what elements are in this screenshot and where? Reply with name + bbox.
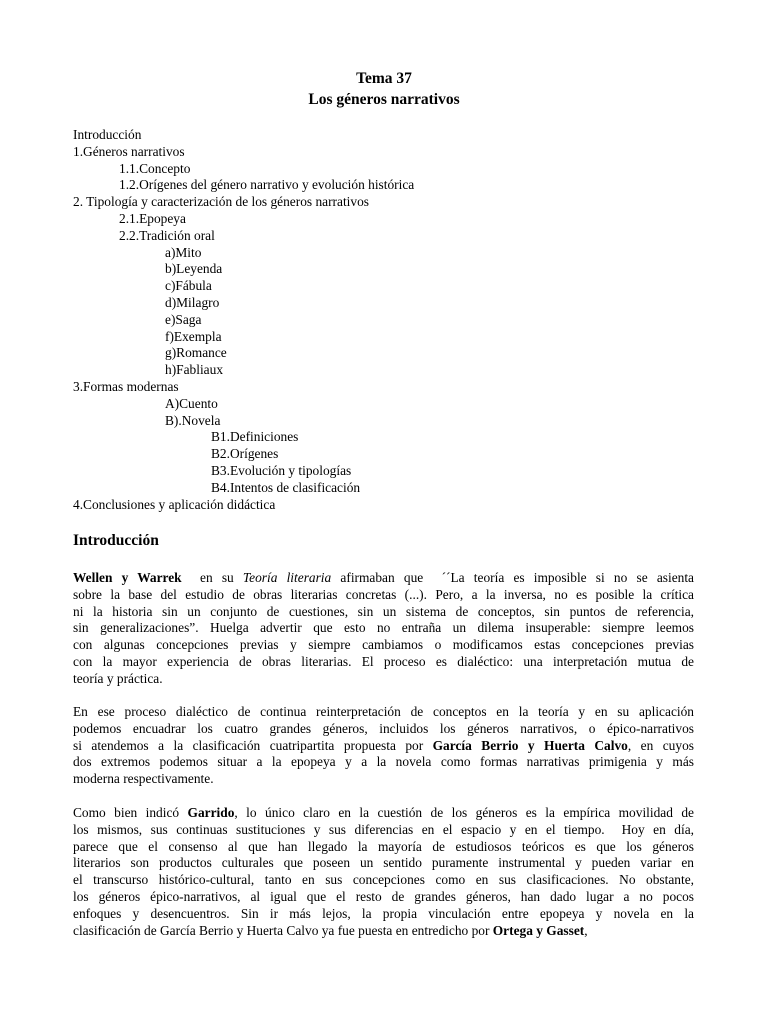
paragraph-line — [73, 587, 694, 604]
toc-entry: B2.Orígenes — [211, 446, 279, 462]
text-segment: sin generalizaciones”. Huelga advertir que esto no entraña un dilema insuperable: siempre leemos — [73, 620, 694, 636]
toc-entry: e)Saga — [165, 311, 202, 327]
paragraph-line — [73, 604, 694, 621]
toc-entry: Introducción — [73, 127, 142, 142]
paragraph-3 — [73, 805, 694, 939]
document-title — [0, 68, 768, 110]
text-segment: los mismos, sus continuas sustituciones y sus diferencias en el espacio y en el tiempo. Hoy en día, — [73, 821, 694, 837]
text-segment: ni la historia sin un conjunto de cuestiones, sin un sistema de conceptos, sin puntos de referencia, — [73, 603, 694, 619]
toc-entry: 2.1.Epopeya — [119, 210, 186, 226]
toc-entry: h)Fabliaux — [165, 362, 224, 378]
toc-entry: 1.Géneros narrativos — [73, 143, 185, 159]
section-heading: Introducción — [73, 532, 159, 549]
text-segment: afirmaban que ´´La teoría es imposible si no se asienta — [331, 570, 695, 585]
paragraph-line — [73, 754, 694, 771]
toc-entry: 4.Conclusiones y aplicación didáctica — [73, 496, 276, 512]
paragraph-line — [73, 704, 694, 721]
paragraph-line — [73, 570, 694, 587]
toc-entry: g)Romance — [165, 345, 227, 361]
toc-entry: 3.Formas modernas — [73, 378, 179, 394]
paragraph-line — [73, 839, 694, 856]
toc-entry: b)Leyenda — [165, 261, 223, 277]
toc-entry: a)Mito — [165, 244, 202, 260]
paragraph-line — [73, 654, 694, 671]
paragraph-line — [73, 906, 694, 923]
paragraph-line — [73, 855, 694, 872]
toc-entry: d)Milagro — [165, 294, 220, 310]
text-segment: sobre la base del estudio de obras literarias concretas (...). Pero, a la inversa, no es posible la crítica — [73, 586, 694, 602]
toc-entry: B4.Intentos de clasificación — [211, 479, 361, 495]
italic-text: Teoría literaria — [242, 570, 332, 585]
text-segment: enfoques y desencuentros. Sin ir más lejos, la propia vinculación entre epopeya y novela en la — [73, 905, 694, 921]
paragraph-line — [73, 889, 694, 906]
text-segment: literarios son productos culturales que poseen un sentido puramente instrumental y pueden variar en — [73, 855, 694, 871]
paragraph-line — [73, 721, 694, 738]
text-segment: clasificación de García Berrio y Huerta Calvo ya fue puesta en entredicho por — [73, 922, 493, 938]
text-segment: parece que el consenso al que han llegado la mayoría de estudiosos teóricos es que los géneros — [73, 838, 694, 854]
toc-entry: A)Cuento — [165, 395, 218, 411]
paragraph-line — [73, 872, 694, 889]
text-segment: en su — [181, 570, 243, 585]
paragraph-line — [73, 923, 694, 940]
toc-entry: 2. Tipología y caracterización de los géneros narrativos — [73, 194, 369, 210]
table-of-contents — [73, 127, 713, 513]
toc-entry: c)Fábula — [165, 278, 212, 294]
bold-text: Ortega y Gasset — [492, 922, 585, 938]
text-segment: moderna respectivamente. — [73, 771, 214, 787]
toc-entry: B1.Definiciones — [211, 429, 299, 445]
paragraph-line — [73, 805, 694, 822]
paragraph-line — [73, 771, 694, 788]
title-line-2: Los géneros narrativos — [308, 91, 460, 108]
toc-entry: 2.2.Tradición oral — [119, 227, 215, 243]
text-segment: Como bien indicó — [73, 805, 188, 820]
bold-text: Wellen y Warrek — [73, 570, 182, 585]
text-segment: teoría y práctica. — [73, 670, 163, 686]
text-segment: En ese proceso dialéctico de continua reinterpretación de conceptos en la teoría y en su aplicación — [73, 704, 694, 719]
text-segment: , lo único claro en la cuestión de los géneros es la empírica movilidad de — [234, 805, 694, 820]
paragraph-line — [73, 671, 694, 688]
text-segment: con la mayor experiencia de obras literarias. El proceso es dialéctico: una interpretación mutua de — [73, 653, 694, 669]
paragraph-line — [73, 620, 694, 637]
toc-entry: 1.1.Concepto — [119, 160, 191, 176]
paragraph-1 — [73, 570, 694, 688]
toc-entry: f)Exempla — [165, 328, 222, 344]
paragraph-line — [73, 822, 694, 839]
text-segment: con algunas concepciones previas y siempre cambiamos o modificamos estas concepciones previas — [73, 637, 694, 653]
paragraph-line — [73, 738, 694, 755]
toc-entry: B3.Evolución y tipologías — [211, 462, 352, 478]
toc-entry: B).Novela — [165, 412, 221, 428]
text-segment: los géneros épico-narrativos, al igual que el resto de grandes géneros, han dado lugar a no pocos — [73, 888, 694, 904]
text-segment: , en cuyos — [627, 737, 694, 753]
title-line-1: Tema 37 — [356, 70, 412, 87]
bold-text: Garrido — [187, 805, 235, 820]
text-segment: si atendemos a la clasificación cuatripartita propuesta por — [73, 737, 433, 753]
paragraph-line — [73, 637, 694, 654]
bold-text: García Berrio y Huerta Calvo — [432, 737, 628, 753]
text-segment: el transcurso histórico-cultural, tanto en sus concepciones como en sus clasificaciones. No obstante, — [73, 872, 694, 888]
text-segment: , — [584, 922, 588, 938]
paragraph-2 — [73, 704, 694, 788]
text-segment: dos extremos podemos situar a la epopeya y a la novela como formas narrativas primigenia y más — [73, 754, 694, 770]
text-segment: podemos encuadrar los cuatro grandes géneros, incluidos los géneros narrativos, o épico-narrativos — [73, 720, 694, 736]
toc-entry: 1.2.Orígenes del género narrativo y evolución histórica — [119, 177, 415, 193]
